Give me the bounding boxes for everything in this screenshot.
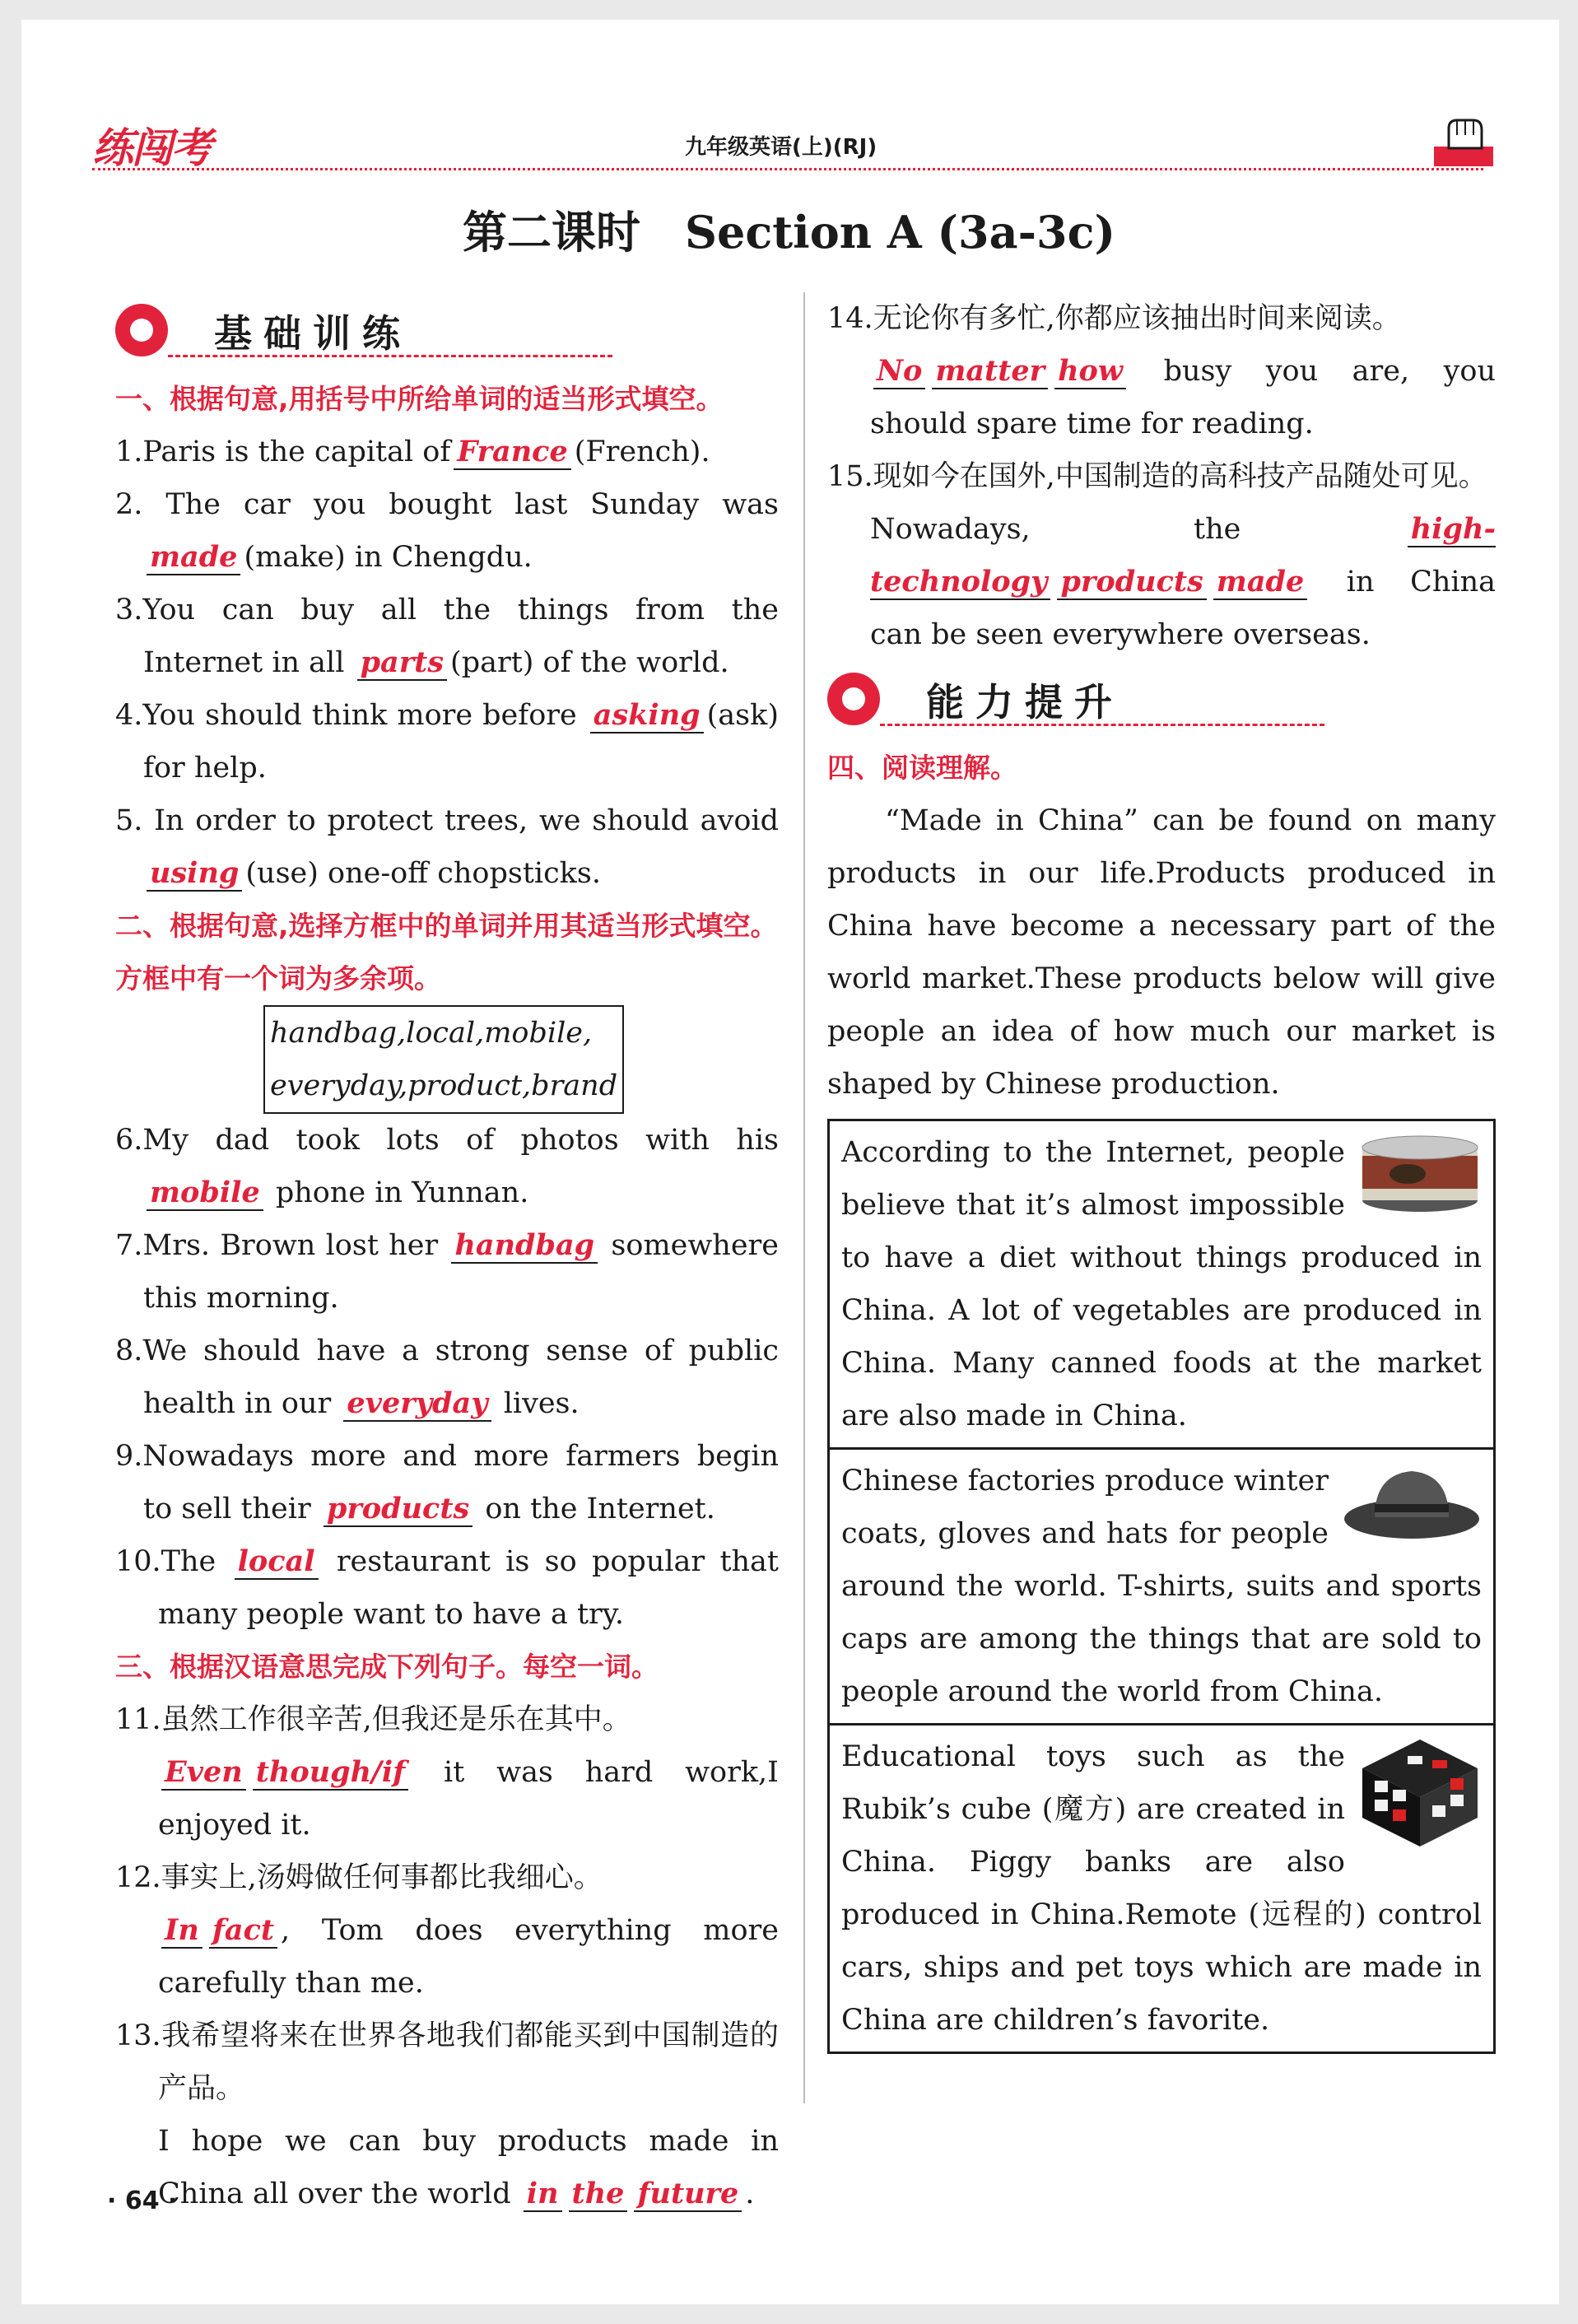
book-title: 九年级英语(上)(RJ) — [685, 135, 877, 160]
lesson-title: 第二课时 Section A (3a-3c) — [463, 206, 1115, 258]
answer: though/if — [253, 1755, 408, 1791]
question-15-answer: Nowadays, the high-technology products made in China can be seen everywhere overseas. — [870, 512, 1496, 651]
question-13: 13.我希望将来在世界各地我们都能买到中国制造的产品。 — [115, 2019, 779, 2105]
banner-title: 能力提升 — [926, 680, 1124, 724]
question-12-answer: In fact , Tom does everything more carefully than me. — [158, 1913, 779, 2000]
question-11: 11.虽然工作很辛苦,但我还是乐在其中。 — [115, 1703, 631, 1736]
answer: asking — [590, 698, 704, 734]
hat-icon — [1342, 1460, 1482, 1542]
reading-cell-clothes: Chinese factories produce winter coats, gloves and hats for people around the world. T-shirts, suits and sports caps are among the things that are sold to people around the world from China. — [830, 1447, 1493, 1723]
question-14: 14.无论你有多忙,你都应该抽出时间来阅读。 — [827, 302, 1401, 335]
question-6: 6.My dad took lots of photos with his mobile phone in Yunnan. — [115, 1124, 779, 1209]
answer: using — [147, 856, 242, 892]
answer: parts — [357, 645, 447, 681]
word-box-line: handbag,local,mobile, — [270, 1017, 593, 1050]
question-11-answer: Even though/if it was hard work,I enjoyed it. — [158, 1755, 779, 1842]
reading-cell-food: According to the Internet, people believe that it’s almost impossible to have a diet without things produced in China. A lot of vegetables are produced in China. Many canned foods at the market are also made in China. — [830, 1121, 1493, 1447]
answer: products — [324, 1492, 472, 1527]
column-divider — [803, 292, 805, 2103]
header-rule — [92, 168, 1483, 170]
question-2: 2. The car you bought last Sunday was made (make) in Chengdu. — [115, 488, 779, 574]
left-column — [115, 292, 779, 2220]
section-heading: 二、根据句意,选择方框中的单词并用其适当形式填空。方框中有一个词为多余项。 — [115, 910, 778, 994]
section-heading: 三、根据汉语意思完成下列句子。每空一词。 — [115, 1651, 659, 1683]
fist-mascot-icon — [1434, 114, 1493, 168]
answer: matter — [932, 354, 1048, 389]
answer: No — [873, 354, 925, 389]
answer: everyday — [343, 1386, 491, 1422]
question-1: 1.Paris is the capital of France (French). — [115, 435, 710, 468]
pencil-icon — [115, 304, 168, 356]
section-heading: 一、根据句意,用括号中所给单词的适当形式填空。 — [115, 383, 724, 415]
basic-training-banner — [115, 292, 779, 368]
answer: In — [161, 1913, 202, 1949]
question-3: 3.You can buy all the things from the Internet in all parts (part) of the world. — [115, 594, 779, 679]
banner-underline — [168, 355, 612, 357]
answer: mobile — [147, 1176, 263, 1211]
question-13-answer: I hope we can buy products made in China all over the world in the future . — [158, 2125, 779, 2210]
question-4: 4.You should think more before asking (ask) for help. — [115, 698, 779, 785]
question-7: 7.Mrs. Brown lost her handbag somewhere this morning. — [115, 1228, 779, 1315]
section-heading: 四、阅读理解。 — [827, 752, 1017, 784]
answer: local — [235, 1544, 319, 1580]
answer: made — [147, 540, 240, 575]
answer: high-technology — [870, 512, 1496, 598]
answer: made — [1213, 565, 1307, 600]
page-header — [92, 97, 1500, 171]
reading-cell-toys: Educational toys such as the Rubik’s cube (魔方) are created in China. Piggy banks are also produced in China.Remote (远程的) control cars, ships and pet toys which are made in China are children’s favorite. — [830, 1723, 1493, 2052]
answer: how — [1054, 354, 1126, 389]
question-15: 15.现如今在国外,中国制造的高科技产品随处可见。 — [827, 460, 1487, 493]
answer: in — [524, 2177, 562, 2212]
question-10: 10.The local restaurant is so popular that many people want to have a try. — [115, 1544, 779, 1631]
question-8: 8.We should have a strong sense of public health in our everyday lives. — [115, 1334, 779, 1420]
answer: future — [634, 2177, 742, 2212]
question-9: 9.Nowadays more and more farmers begin to sell their products on the Internet. — [115, 1440, 779, 1525]
question-5: 5. In order to protect trees, we should avoid using (use) one-off chopsticks. — [115, 804, 779, 890]
question-12: 12.事实上,汤姆做任何事都比我细心。 — [115, 1861, 603, 1894]
answer: handbag — [451, 1228, 598, 1264]
answer: the — [569, 2177, 628, 2212]
reading-table — [827, 1119, 1496, 2054]
reading-intro: “Made in China” can be found on many products in our life.Products produced in China have become a necessary part of the world market.These products below will give people an idea of how much our market is shaped by Chinese production. — [827, 804, 1496, 1101]
word-box-line: everyday,product,brand — [270, 1069, 618, 1102]
answer: fact — [209, 1913, 277, 1949]
rubiks-cube-icon — [1358, 1735, 1482, 1851]
word-box — [263, 1005, 624, 1114]
right-column — [827, 292, 1496, 2054]
answer: products — [1057, 565, 1206, 600]
answer: France — [454, 435, 570, 470]
brand-logo: 练闯考 — [92, 124, 211, 172]
canned-food-icon — [1358, 1131, 1482, 1213]
answer: Even — [161, 1755, 246, 1791]
ability-banner — [827, 661, 1496, 737]
page-number: · 64 · — [107, 2187, 178, 2215]
question-14-answer: No matter how busy you are, you should spare time for reading. — [870, 354, 1496, 440]
banner-title: 基础训练 — [214, 311, 412, 356]
clock-icon — [827, 673, 880, 725]
banner-underline — [880, 724, 1324, 726]
